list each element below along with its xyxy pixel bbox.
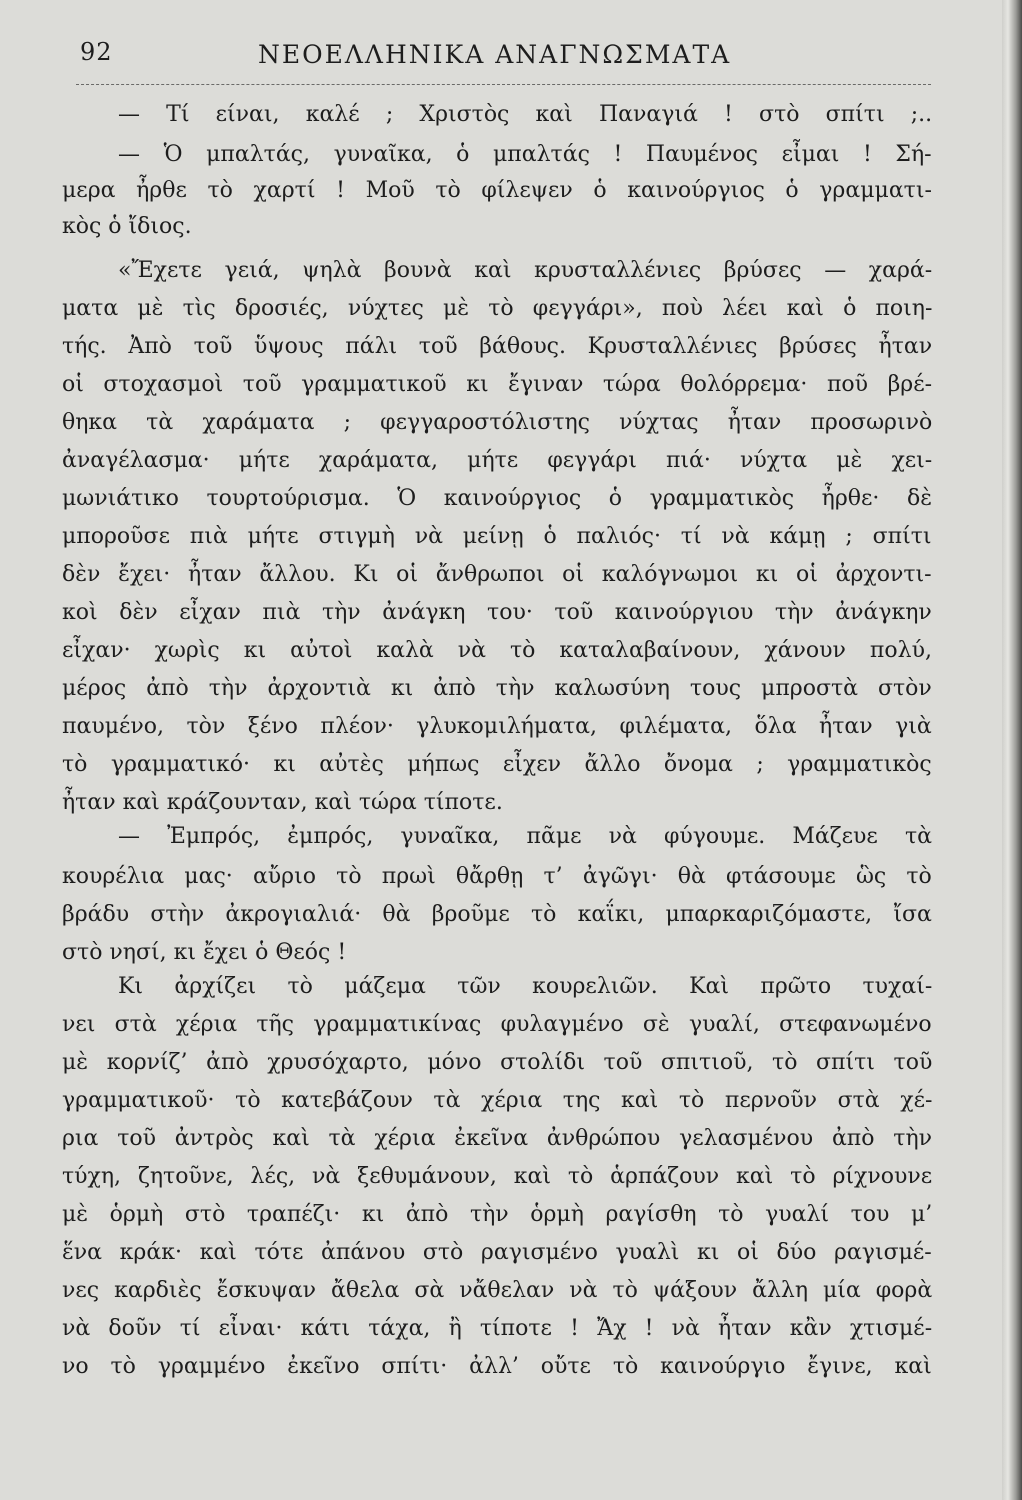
text-line: νο τὸ γραμμένο ἐκεῖνο σπίτι· ἀλλ’ οὔτε τὸ καινούργιο ἔγινε, καὶ [62,1354,932,1379]
text-line: μποροῦσε πιὰ μήτε στιγμὴ νὰ μείνῃ ὁ παλιός· τί νὰ κάμῃ ; σπίτι [62,524,932,549]
text-line: Κι ἀρχίζει τὸ μάζεμα τῶν κουρελιῶν. Καὶ πρῶτο τυχαί- [118,974,933,999]
text-line: μέρος ἀπὸ τὴν ἀρχοντιὰ κι ἀπὸ τὴν καλωσύνη τους μπροστὰ στὸν [62,676,932,701]
text-line: ἦταν καὶ κράζουνταν, καὶ τώρα τίποτε. [62,790,503,815]
text-line: βράδυ στὴν ἀκρογιαλιά· θὰ βροῦμε τὸ καΐκι, μπαρκαριζόμαστε, ἴσα [62,902,932,927]
text-line: νες καρδιὲς ἔσκυψαν ἄθελα σὰ νἄθελαν νὰ τὸ ψάξουν ἄλλη μία φορὰ [62,1278,933,1303]
text-line: τύχη, ζητοῦνε, λές, νὰ ξεθυμάνουν, καὶ τὸ ἁρπάζουν καὶ τὸ ρίχνουνε [62,1164,933,1189]
text-line: — Ὁ μπαλτάς, γυναῖκα, ὁ μπαλτάς ! Παυμένος εἶμαι ! Σή- [118,142,932,167]
text-line: νει στὰ χέρια τῆς γραμματικίνας φυλαγμένο σὲ γυαλί, στεφανωμένο [62,1012,932,1037]
page-number: 92 [80,38,113,66]
text-line: παυμένο, τὸν ξένο πλέον· γλυκομιλήματα, φιλέματα, ὅλα ἦταν γιὰ [62,714,932,739]
text-line: μερα ἦρθε τὸ χαρτί ! Μοῦ τὸ φίλεψεν ὁ καινούργιος ὁ γραμματι- [62,178,932,203]
text-line: «Ἔχετε γειά, ψηλὰ βουνὰ καὶ κρυσταλλένιες βρύσες — χαρά- [118,258,933,283]
text-line: τὸ γραμματικό· κι αὐτὲς μήπως εἶχεν ἄλλο ὄνομα ; γραμματικὸς [62,752,932,777]
text-line: ρια τοῦ ἀντρὸς καὶ τὰ χέρια ἐκεῖνα ἀνθρώπου γελασμένου ἀπὸ τὴν [62,1126,933,1151]
text-line: στὸ νησί, κι ἔχει ὁ Θεός ! [62,940,347,965]
text-line: θηκα τὰ χαράματα ; φεγγαροστόλιστης νύχτας ἦταν προσωρινὸ [62,410,933,435]
text-line: κουρέλια μας· αὔριο τὸ πρωὶ θἄρθῃ τ’ ἀγῶγι· θὰ φτάσουμε ὣς τὸ [62,864,932,889]
text-line: ἀναγέλασμα· μήτε χαράματα, μήτε φεγγάρι πιά· νύχτα μὲ χει- [62,448,933,473]
text-line: οἱ στοχασμοὶ τοῦ γραμματικοῦ κι ἔγιναν τώρα θολόρρεμα· ποῦ βρέ- [62,372,933,397]
text-line: γραμματικοῦ· τὸ κατεβάζουν τὰ χέρια της καὶ τὸ περνοῦν στὰ χέ- [62,1088,933,1113]
text-line: μὲ κορνίζ’ ἀπὸ χρυσόχαρτο, μόνο στολίδι τοῦ σπιτιοῦ, τὸ σπίτι τοῦ [62,1050,933,1075]
text-line: — Τί είναι, καλέ ; Χριστὸς καὶ Παναγιά ! στὸ σπίτι ;.. [118,102,933,127]
text-line: δὲν ἔχει· ἦταν ἄλλου. Κι οἱ ἄνθρωποι οἱ καλόγνωμοι κι οἱ ἀρχοντι- [62,562,932,587]
text-line: νὰ δοῦν τί εἶναι· κάτι τάχα, ἢ τίποτε ! Ἄχ ! νὰ ἦταν κἂν χτισμέ- [62,1316,933,1341]
text-line: ματα μὲ τὶς δροσιές, νύχτες μὲ τὸ φεγγάρι», ποὺ λέει καὶ ὁ ποιη- [62,296,933,321]
text-line: τής. Ἀπὸ τοῦ ὕψους πάλι τοῦ βάθους. Κρυσταλλένιες βρύσες ἦταν [62,334,933,359]
text-line: κοὶ δὲν εἶχαν πιὰ τὴν ἀνάγκη του· τοῦ καινούργιου τὴν ἀνάγκην [62,600,932,625]
text-line: ἕνα κράκ· καὶ τότε ἀπάνου στὸ ραγισμένο γυαλὶ κι οἱ δύο ραγισμέ- [62,1240,932,1265]
text-line: μωνιάτικο τουρτούρισμα. Ὁ καινούργιος ὁ γραμματικὸς ἦρθε· δὲ [62,486,933,511]
running-title: ΝΕΟΕΛΛΗΝΙΚΑ ΑΝΑΓΝΩΣΜΑΤΑ [258,40,732,69]
text-line: μὲ ὁρμὴ στὸ τραπέζι· κι ἀπὸ τὴν ὁρμὴ ραγίσθη τὸ γυαλί του μ’ [62,1202,933,1227]
page-edge-shadow [1002,0,1022,1500]
text-line: εἶχαν· χωρὶς κι αὐτοὶ καλὰ νὰ τὸ καταλαβαίνουν, χάνουν πολύ, [62,638,932,663]
text-line: κὸς ὁ ἴδιος. [62,214,192,239]
header-rule [76,84,931,85]
text-line: — Ἐμπρός, ἐμπρός, γυναῖκα, πᾶμε νὰ φύγουμε. Μάζευε τὰ [118,824,932,849]
